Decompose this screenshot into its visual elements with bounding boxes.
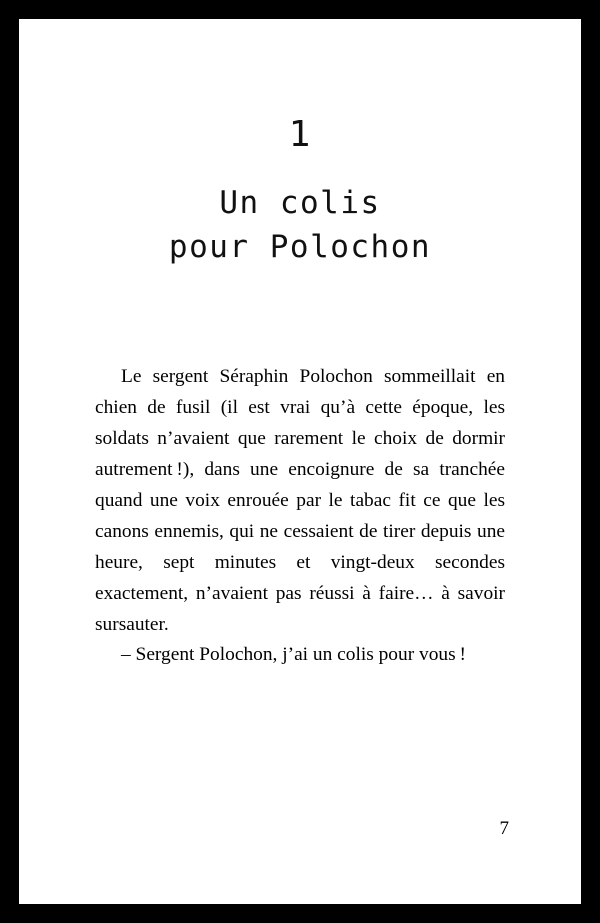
chapter-title-line-2: pour Polochon [168, 229, 432, 266]
paragraph-2: – Sergent Polochon, j’ai un colis pour vous ! [121, 644, 466, 666]
chapter-title [19, 181, 581, 269]
paragraph-1: Le sergent Séraphin Polochon sommeillait en chien de fusil (il est vrai qu’à cette époque, les soldats n’avaient que rarement le choix de dormir autrement !), dans une encoignure de sa tranchée quand une voix enrouée par le tabac fit ce que les canons ennemis, qui ne cessaient de tirer depuis une heure, sept minutes et vingt-deux secondes exactement, n’avaient pas réussi à faire… à savoir sursauter. [95, 366, 505, 635]
body-text [95, 362, 505, 671]
chapter-number: 1 [288, 114, 312, 155]
book-page [19, 19, 581, 904]
chapter-heading [19, 114, 581, 269]
page-number: 7 [499, 818, 509, 839]
chapter-title-line-1: Un colis [219, 185, 381, 221]
